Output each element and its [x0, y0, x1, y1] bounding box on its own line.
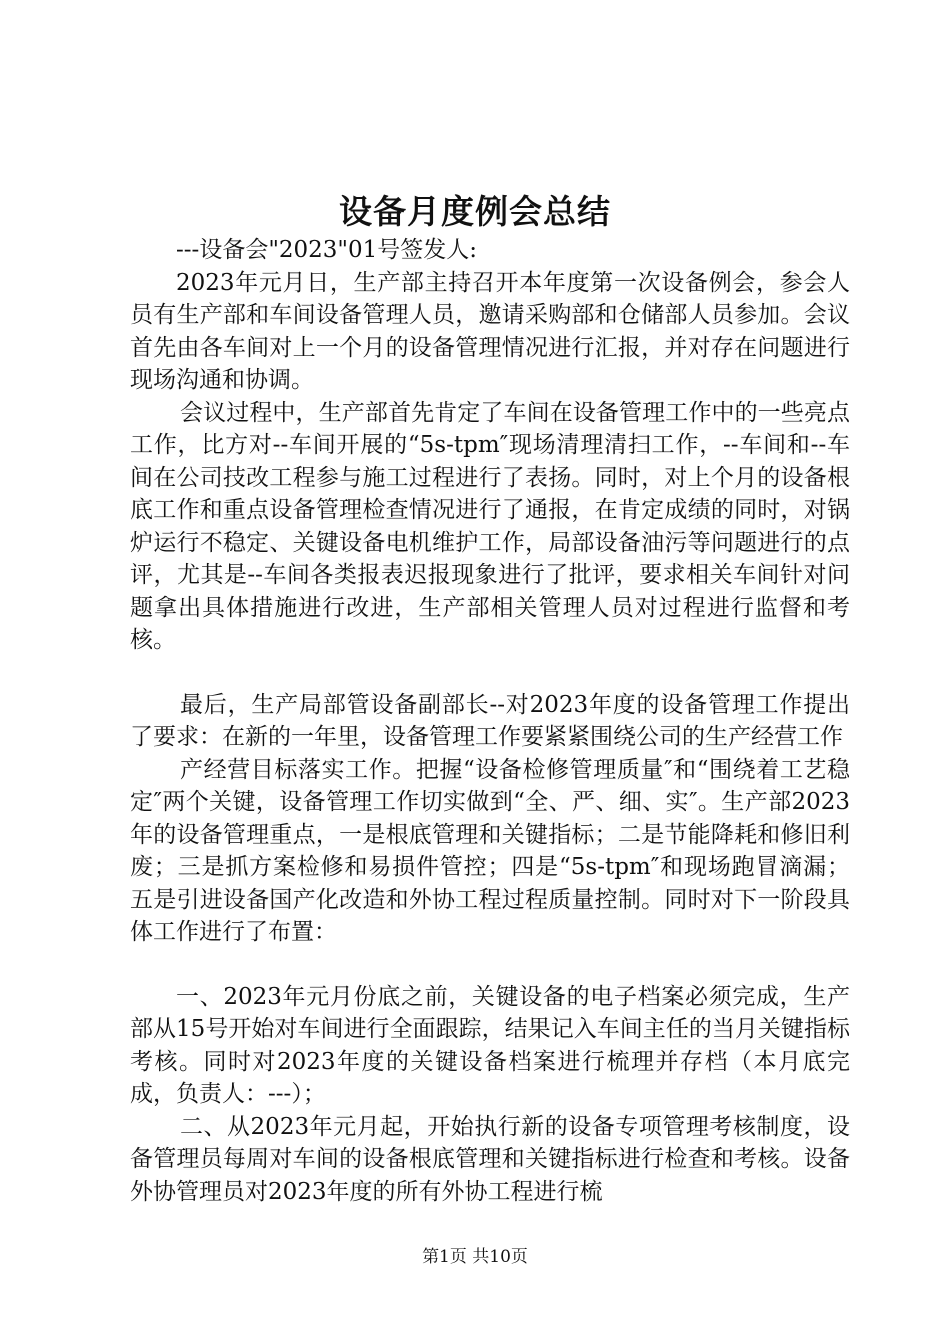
paragraph-meeting-process: 会议过程中，生产部首先肯定了车间在设备管理工作中的一些亮点工作，比方对--车间开展的“5s-tpm″现场清理清扫工作，--车间和--车间在公司技改工程参与施工过程进行了表扬。同时，对上个月的设备根底工作和重点设备管理检查情况进行了通报，在肯定成绩的同时，对锅炉运行不稳定、关键设备电机维护工作，局部设备油污等问题进行的点评，尤其是--车间各类报表迟报现象进行了批评，要求相关车间针对问题拿出具体措施进行改进，生产部相关管理人员对过程进行监督和考核。 — [130, 399, 850, 653]
paragraph-meeting-intro: 2023年元月日，生产部主持召开本年度第一次设备例会，参会人员有生产部和车间设备管理人员，邀请采购部和仓储部人员参加。会议首先由各车间对上一个月的设备管理情况进行汇报，并对存在问题进行现场沟通和协调。 — [130, 269, 850, 393]
paragraph-item-two: 二、从2023年元月起，开始执行新的设备专项管理考核制度，设备管理员每周对车间的设备根底管理和关键指标进行检查和考核。设备外协管理员对2023年度的所有外协工程进行梳 — [130, 1113, 850, 1205]
paragraph-requirements: 最后，生产局部管设备副部长--对2023年度的设备管理工作提出了要求：在新的一年里，设备管理工作要紧紧围绕公司的生产经营工作 — [130, 691, 850, 750]
page-number-footer: 第1页 共10页 — [422, 1247, 528, 1267]
paragraph-spacer — [130, 949, 850, 981]
document-body — [130, 234, 850, 1208]
paragraph-item-one: 一、2023年元月份底之前，关键设备的电子档案必须完成，生产部从15号开始对车间进行全面跟踪，结果记入车间主任的当月关键指标考核。同时对2023年度的关键设备档案进行梳理并存档（本月底完成，负责人：---）； — [130, 983, 850, 1107]
paragraph-key-points: 产经营目标落实工作。把握“设备检修管理质量″和“围绕着工艺稳定″两个关键，设备管理工作切实做到“全、严、细、实″。生产部2023年的设备管理重点，一是根底管理和关键指标；二是节能降耗和修旧利废；三是抓方案检修和易损件管控；四是“5s-tpm″和现场跑冒滴漏；五是引进设备国产化改造和外协工程过程质量控制。同时对下一阶段具体工作进行了布置： — [130, 756, 850, 945]
document-title: 设备月度例会总结 — [339, 192, 611, 231]
issue-number-line: ---设备会"2023"01号签发人: — [176, 237, 478, 263]
paragraph-spacer — [130, 657, 850, 689]
